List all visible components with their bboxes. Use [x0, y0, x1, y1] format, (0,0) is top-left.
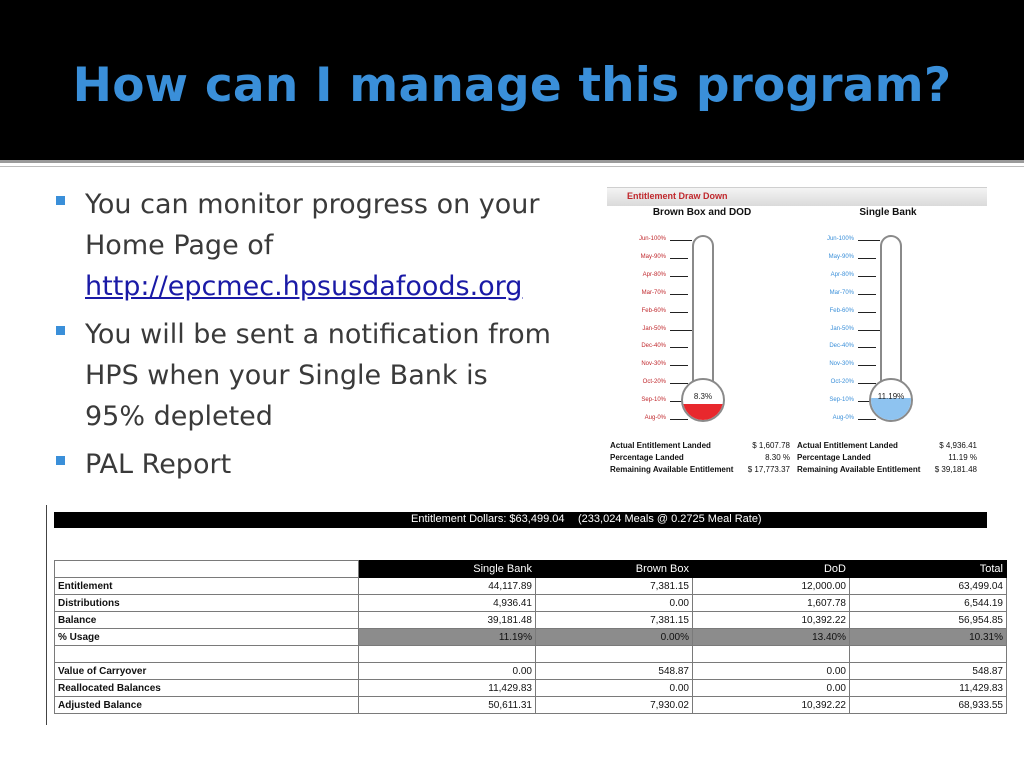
stat-row — [797, 441, 977, 453]
column-header: Single Bank — [359, 561, 536, 578]
bullet-text: PAL Report — [85, 449, 232, 480]
stat-label: Remaining Available Entitlement — [797, 465, 921, 474]
table-row — [55, 612, 1007, 629]
stat-label: Percentage Landed — [610, 453, 684, 462]
table-cell: 68,933.55 — [850, 697, 1007, 714]
table-row — [55, 663, 1007, 680]
thermometer-tick-mark — [670, 330, 692, 331]
thermometer-tick-mark — [858, 276, 876, 277]
table-cell: 7,381.15 — [536, 578, 693, 595]
entitlement-dollars: Entitlement Dollars: $63,499.04 — [411, 513, 565, 525]
table-row — [55, 595, 1007, 612]
thermometer-tick-mark — [858, 365, 876, 366]
thermometer-tick-mark — [858, 330, 880, 331]
table-cell: 39,181.48 — [359, 612, 536, 629]
thermometer-tick-mark — [670, 365, 688, 366]
row-label: Distributions — [55, 595, 359, 612]
thermometer-tube — [692, 235, 714, 387]
usage-row — [55, 629, 1007, 646]
thermometer-tick-mark — [670, 258, 688, 259]
thermometer-tick-label: Apr-80% — [642, 271, 666, 278]
table-cell: 1,607.78 — [693, 595, 850, 612]
thermometer-tick-label: Oct-20% — [642, 379, 666, 386]
column-header: DoD — [693, 561, 850, 578]
table-cell: 7,930.02 — [536, 697, 693, 714]
thermometer-tick-mark — [670, 240, 692, 241]
thermometer-tick-mark — [858, 258, 876, 259]
stat-label: Actual Entitlement Landed — [610, 441, 711, 450]
table-cell: 7,381.15 — [536, 612, 693, 629]
row-label: Value of Carryover — [55, 663, 359, 680]
table-row — [55, 697, 1007, 714]
thermometer-tick-label: Jan-50% — [642, 325, 666, 332]
pal-report-table — [54, 560, 1007, 714]
thermometer-tick-label: Feb-60% — [641, 307, 666, 314]
table-cell: 10,392.22 — [693, 612, 850, 629]
stat-value: $ 17,773.37 — [747, 465, 790, 474]
thermometer-tick-label: Sep-10% — [641, 397, 666, 404]
bullet-text: You will be sent a notification from HPS when your Single Bank is 95% depleted — [85, 319, 551, 432]
table-cell: 63,499.04 — [850, 578, 1007, 595]
single-bank-thermometer — [793, 207, 983, 421]
thermometer-tick-label: Nov-30% — [641, 361, 666, 368]
thermometer-tick-mark — [670, 383, 688, 384]
brown-box-thermometer — [607, 207, 797, 421]
bullet-text: You can monitor progress on your Home Page of — [85, 189, 540, 261]
thermometer-tick-mark — [670, 347, 688, 348]
table-cell: 0.00 — [693, 680, 850, 697]
thermometer-tick-label: Jan-50% — [830, 325, 854, 332]
brown-box-stats — [610, 441, 790, 477]
stat-row — [610, 465, 790, 477]
bullet-item — [56, 444, 556, 485]
thermometer-tick-mark — [670, 276, 688, 277]
spacer-cell — [359, 646, 536, 663]
row-label: Reallocated Balances — [55, 680, 359, 697]
table-cell: 6,544.19 — [850, 595, 1007, 612]
table-cell: 0.00 — [693, 663, 850, 680]
spacer-cell — [55, 646, 359, 663]
thermometer-title: Single Bank — [859, 207, 917, 218]
thermometer-tick-label: Aug-0% — [644, 415, 666, 421]
slide-header — [0, 0, 1024, 160]
table-cell: 13.40% — [693, 629, 850, 646]
stat-row — [797, 465, 977, 477]
column-header: Total — [850, 561, 1007, 578]
thermometer-tick-label: Apr-80% — [830, 271, 854, 278]
thermometer-tick-mark — [670, 312, 688, 313]
thermometer-tick-mark — [670, 294, 688, 295]
thermometer-tick-label: Dec-40% — [641, 343, 666, 350]
thermometer-tick-label: May-90% — [640, 253, 666, 260]
panel-title-bar — [607, 187, 987, 206]
bullet-item — [56, 314, 556, 437]
thermometer-tube — [880, 235, 902, 387]
thermometer-bulb — [681, 378, 725, 422]
table-cell: 10,392.22 — [693, 697, 850, 714]
row-label: Entitlement — [55, 578, 359, 595]
table-cell: 0.00 — [536, 680, 693, 697]
table-cell: 0.00 — [359, 663, 536, 680]
thermometer-tick-label: May-90% — [828, 253, 854, 260]
table-cell: 4,936.41 — [359, 595, 536, 612]
stat-row — [610, 441, 790, 453]
table-cell: 56,954.85 — [850, 612, 1007, 629]
stat-label: Remaining Available Entitlement — [610, 465, 734, 474]
table-cell: 548.87 — [536, 663, 693, 680]
table-cell: 44,117.89 — [359, 578, 536, 595]
stat-value: $ 39,181.48 — [934, 465, 977, 474]
header-divider — [0, 160, 1024, 163]
thermometer-tick-mark — [858, 312, 876, 313]
single-bank-stats — [797, 441, 977, 477]
table-cell: 50,611.31 — [359, 697, 536, 714]
spacer-cell — [850, 646, 1007, 663]
thermometer-tick-label: Dec-40% — [829, 343, 854, 350]
table-cell: 11,429.83 — [359, 680, 536, 697]
entitlement-drawdown-panel — [607, 187, 987, 479]
table-cell: 0.00% — [536, 629, 693, 646]
stat-value: 11.19 % — [948, 453, 977, 462]
thermometer-bulb — [869, 378, 913, 422]
thermometer-tick-label: Aug-0% — [832, 415, 854, 421]
stat-row — [610, 453, 790, 465]
thermometer-tick-label: Jun-100% — [638, 236, 666, 242]
report-left-border — [46, 505, 47, 725]
table-header-row — [55, 561, 1007, 578]
row-label: Balance — [55, 612, 359, 629]
stat-label: Percentage Landed — [797, 453, 871, 462]
spacer-row — [55, 646, 1007, 663]
thermometer-tick-label: Sep-10% — [829, 397, 854, 404]
stat-row — [797, 453, 977, 465]
thermometer-tick-label: Oct-20% — [830, 379, 854, 386]
spacer-cell — [536, 646, 693, 663]
thermometer-value-label: 11.19% — [877, 392, 905, 401]
bullet-list — [56, 184, 556, 492]
thermometer-value-label: 8.3% — [693, 392, 713, 401]
stat-value: 8.30 % — [765, 453, 790, 462]
column-header: Brown Box — [536, 561, 693, 578]
meals-note: (233,024 Meals @ 0.2725 Meal Rate) — [578, 513, 762, 525]
thermometer-title: Brown Box and DOD — [652, 207, 752, 218]
thermometer-tick-mark — [858, 240, 880, 241]
header-divider-thin — [0, 166, 1024, 167]
thermometer-tick-label: Mar-70% — [829, 289, 854, 296]
entitlement-summary-bar — [54, 512, 987, 528]
header-blank-cell — [55, 561, 359, 578]
thermometer-tick-mark — [858, 383, 876, 384]
table-cell: 10.31% — [850, 629, 1007, 646]
row-label: Adjusted Balance — [55, 697, 359, 714]
slide-title: How can I manage this program? — [72, 58, 952, 113]
bullet-item — [56, 184, 556, 307]
thermometer-tick-label: Mar-70% — [641, 289, 666, 296]
thermometer-tick-mark — [858, 294, 876, 295]
table-cell: 548.87 — [850, 663, 1007, 680]
table-cell: 11,429.83 — [850, 680, 1007, 697]
stat-value: $ 4,936.41 — [939, 441, 977, 450]
thermometer-fill — [871, 398, 911, 420]
home-page-link[interactable]: http://epcmec.hpsusdafoods.org — [85, 271, 523, 302]
square-bullet-icon — [56, 326, 65, 335]
thermometer-tick-label: Jun-100% — [826, 236, 854, 242]
thermometer-tick-label: Feb-60% — [829, 307, 854, 314]
spacer-cell — [693, 646, 850, 663]
table-cell: 0.00 — [536, 595, 693, 612]
row-label: % Usage — [55, 629, 359, 646]
stat-value: $ 1,607.78 — [752, 441, 790, 450]
square-bullet-icon — [56, 456, 65, 465]
thermometer-fill — [683, 404, 723, 420]
table-row — [55, 578, 1007, 595]
table-cell: 12,000.00 — [693, 578, 850, 595]
panel-title: Entitlement Draw Down — [627, 191, 728, 201]
table-row — [55, 680, 1007, 697]
thermometer-tick-label: Nov-30% — [829, 361, 854, 368]
square-bullet-icon — [56, 196, 65, 205]
thermometer-tick-mark — [858, 347, 876, 348]
table-cell: 11.19% — [359, 629, 536, 646]
stat-label: Actual Entitlement Landed — [797, 441, 898, 450]
